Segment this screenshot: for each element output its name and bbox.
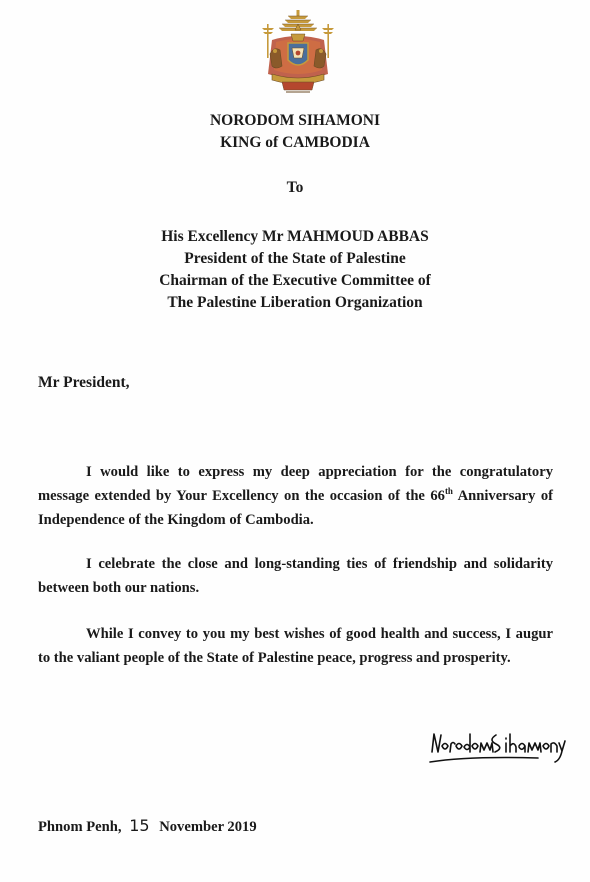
paragraph-text: I would like to express my deep appreciation for the congratulatory message extended by Your Excellency on the occasion of the 66 xyxy=(38,464,553,504)
month-year: November 2019 xyxy=(159,819,257,835)
handwritten-signature-icon xyxy=(428,722,570,768)
salutation: Mr President, xyxy=(38,374,130,391)
date-line xyxy=(38,816,257,836)
recipient-line: His Excellency Mr MAHMOUD ABBAS xyxy=(161,228,429,245)
to-label: To xyxy=(286,179,304,196)
place-name: Phnom Penh, xyxy=(38,819,122,835)
recipient-line: Chairman of the Executive Committee of xyxy=(159,272,431,289)
body-paragraph-appreciation xyxy=(38,460,553,532)
recipient-line: President of the State of Palestine xyxy=(184,250,406,267)
sender-title: KING of CAMBODIA xyxy=(220,134,370,151)
handwritten-day: 15 xyxy=(129,816,150,835)
royal-arms-of-cambodia-icon xyxy=(258,10,338,94)
body-paragraph-wishes: While I convey to you my best wishes of good health and success, I augur to the valiant people of the State of Palestine peace, progress and prosperity. xyxy=(38,626,553,666)
sender-block xyxy=(0,110,590,154)
recipient-block xyxy=(0,226,590,314)
body-paragraph-friendship: I celebrate the close and long-standing ties of friendship and solidarity between both our nations. xyxy=(38,556,553,596)
recipient-line: The Palestine Liberation Organization xyxy=(167,294,423,311)
paragraph-text: Anniversary of Independence of the Kingdom of Cambodia. xyxy=(38,488,553,528)
ordinal-suffix: th xyxy=(444,486,453,496)
sender-name: NORODOM SIHAMONI xyxy=(209,112,381,129)
